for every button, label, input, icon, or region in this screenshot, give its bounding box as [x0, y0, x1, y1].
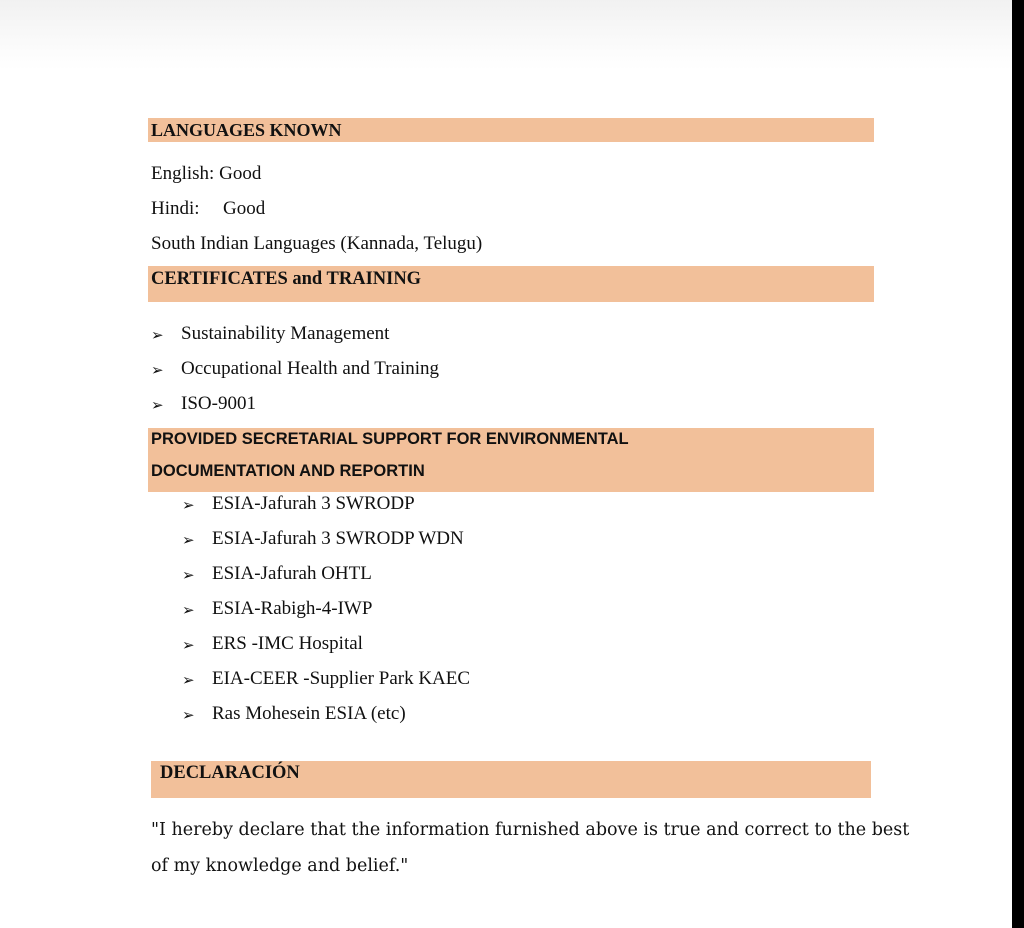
arrow-bullet-icon: ➢: [182, 496, 195, 514]
certificates-heading-band: [148, 266, 874, 302]
arrow-bullet-icon: ➢: [182, 706, 195, 724]
language-hindi: Hindi: Good: [151, 198, 266, 219]
declaration-heading-band: [151, 761, 871, 798]
arrow-bullet-icon: ➢: [182, 566, 195, 584]
certificates-heading: CERTIFICATES and TRAINING: [151, 269, 422, 289]
arrow-bullet-icon: ➢: [182, 671, 195, 689]
declaration-heading: DECLARACIÓN: [160, 763, 300, 783]
arrow-bullet-icon: ➢: [151, 361, 164, 379]
declaration-line-2: of my knowledge and belief.": [151, 856, 409, 876]
support-heading-line1: PROVIDED SECRETARIAL SUPPORT FOR ENVIRONMENTAL: [151, 430, 629, 448]
top-shadow: [0, 0, 1012, 70]
arrow-bullet-icon: ➢: [151, 326, 164, 344]
language-south-indian: South Indian Languages (Kannada, Telugu): [151, 233, 483, 254]
support-heading-line2: DOCUMENTATION AND REPORTIN: [151, 462, 425, 480]
arrow-bullet-icon: ➢: [182, 601, 195, 619]
languages-heading: LANGUAGES KNOWN: [151, 120, 342, 140]
support-heading-band: [148, 428, 874, 492]
arrow-bullet-icon: ➢: [182, 636, 195, 654]
declaration-line-1: "I hereby declare that the information furnished above is true and correct to the best: [151, 820, 910, 840]
languages-heading-band: [148, 118, 874, 142]
arrow-bullet-icon: ➢: [182, 531, 195, 549]
arrow-bullet-icon: ➢: [151, 396, 164, 414]
language-english: English: Good: [151, 163, 262, 184]
document-page: LANGUAGES KNOWN English: Good Hindi: Good South Indian Languages (Kannada, Telugu) CERTIFICATES and TRAINING ➢ Sustainability Management ➢ Occupational Health and Training ➢ ISO-9001 PROVIDED SECRETARIAL SUPPORT FOR ENVIRONMENTAL DOCUMENTATION AND REPORTIN ➢ ESIA-Jafurah 3 SWRODP ➢ ESIA-Jafurah 3 SWRODP WDN ➢ ESIA-Jafurah OHTL ➢ ESIA-Rabigh-4-IWP ➢ ERS -IMC Hospital ➢ EIA-CEER -Supplier Park KAEC ➢ Ras Mohesein ESIA (etc) DECLARACIÓN "I hereby declare that the information furnished above is true and correct to the best of my knowledge and belief.": [0, 0, 1012, 928]
